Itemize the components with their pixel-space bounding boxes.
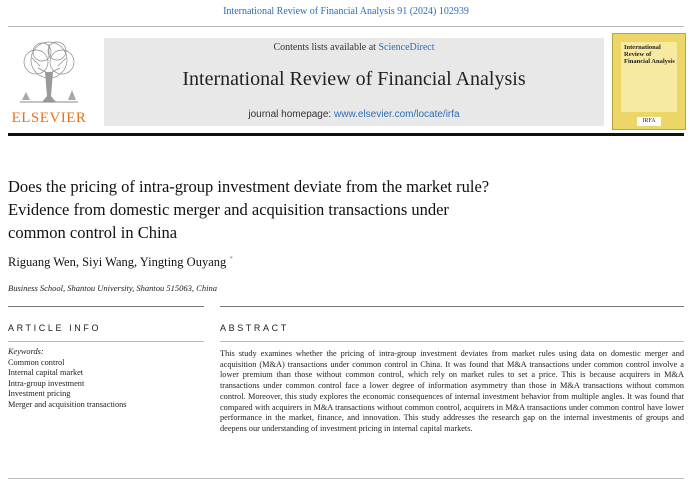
bottom-divider (8, 478, 684, 479)
author-list (8, 255, 233, 270)
publisher-logo[interactable] (8, 38, 90, 128)
keyword-item: Merger and acquisition transactions (8, 399, 127, 409)
author-affiliation: Business School, Shantou University, Shantou 515063, China (8, 283, 217, 293)
contents-prefix: Contents lists available at (273, 42, 379, 53)
abstract-text: This study examines whether the pricing of intra-group investment deviates from market rules using data on domestic merger and acquisition (M&A) transactions under common control in China. It was found that M&A transactions under common control involve a lower premium than those without common control, which rely on market rules to set a price. This is because acquirers in M&A transactions under common control face a lower degree of information asymmetry than those in M&A transactions without common control. Moreover, this study explores the economic consequences of internal investment behavior from multiple angles. It was found that compared with acquirers in M&A transactions without common control, acquirers in M&A transactions under common control have lower performance in the market, finance, and innovation. This study addresses the research gap on the internal investments of groups and deepens our understanding of investment pricing in internal capital markets. (220, 349, 684, 433)
article-info-heading: ARTICLE INFO (8, 323, 102, 333)
corresponding-author-mark[interactable]: * (229, 255, 233, 263)
contents-availability (104, 42, 604, 53)
author-names[interactable]: Riguang Wen, Siyi Wang, Yingting Ouyang (8, 255, 227, 270)
abstract-divider-top (220, 306, 684, 307)
masthead-bottom-divider (8, 133, 684, 136)
keywords-list (8, 347, 208, 411)
abstract-divider (220, 341, 684, 342)
cover-title: International Review of Financial Analysis (624, 44, 675, 65)
journal-homepage (104, 109, 604, 120)
journal-title: International Review of Financial Analysis (182, 68, 526, 90)
keyword-item: Investment pricing (8, 389, 71, 399)
elsevier-tree-icon (12, 38, 86, 108)
journal-citation[interactable]: International Review of Financial Analysis 91 (2024) 102939 (223, 6, 469, 17)
sciencedirect-link[interactable]: ScienceDirect (378, 42, 435, 53)
article-title (8, 175, 648, 244)
journal-banner (104, 38, 604, 126)
article-info-divider (8, 341, 204, 342)
homepage-link[interactable]: www.elsevier.com/locate/irfa (334, 109, 460, 120)
article-info-divider-top (8, 306, 204, 307)
abstract-heading: ABSTRACT (220, 323, 289, 333)
masthead-top-divider (8, 26, 684, 27)
keywords-label: Keywords: (8, 347, 44, 356)
article-title-line: Evidence from domestic merger and acquisition transactions under (8, 200, 449, 219)
cover-badge: IRFA (637, 117, 661, 126)
homepage-prefix: journal homepage: (248, 109, 334, 120)
journal-cover-thumbnail[interactable] (612, 33, 686, 130)
article-title-line: common control in China (8, 223, 178, 242)
keyword-item: Internal capital market (8, 368, 84, 378)
article-title-line: Does the pricing of intra-group investment deviate from the market rule? (8, 177, 490, 196)
keyword-item: Common control (8, 357, 65, 367)
publisher-name: ELSEVIER (11, 110, 87, 126)
keyword-item: Intra-group investment (8, 378, 85, 388)
